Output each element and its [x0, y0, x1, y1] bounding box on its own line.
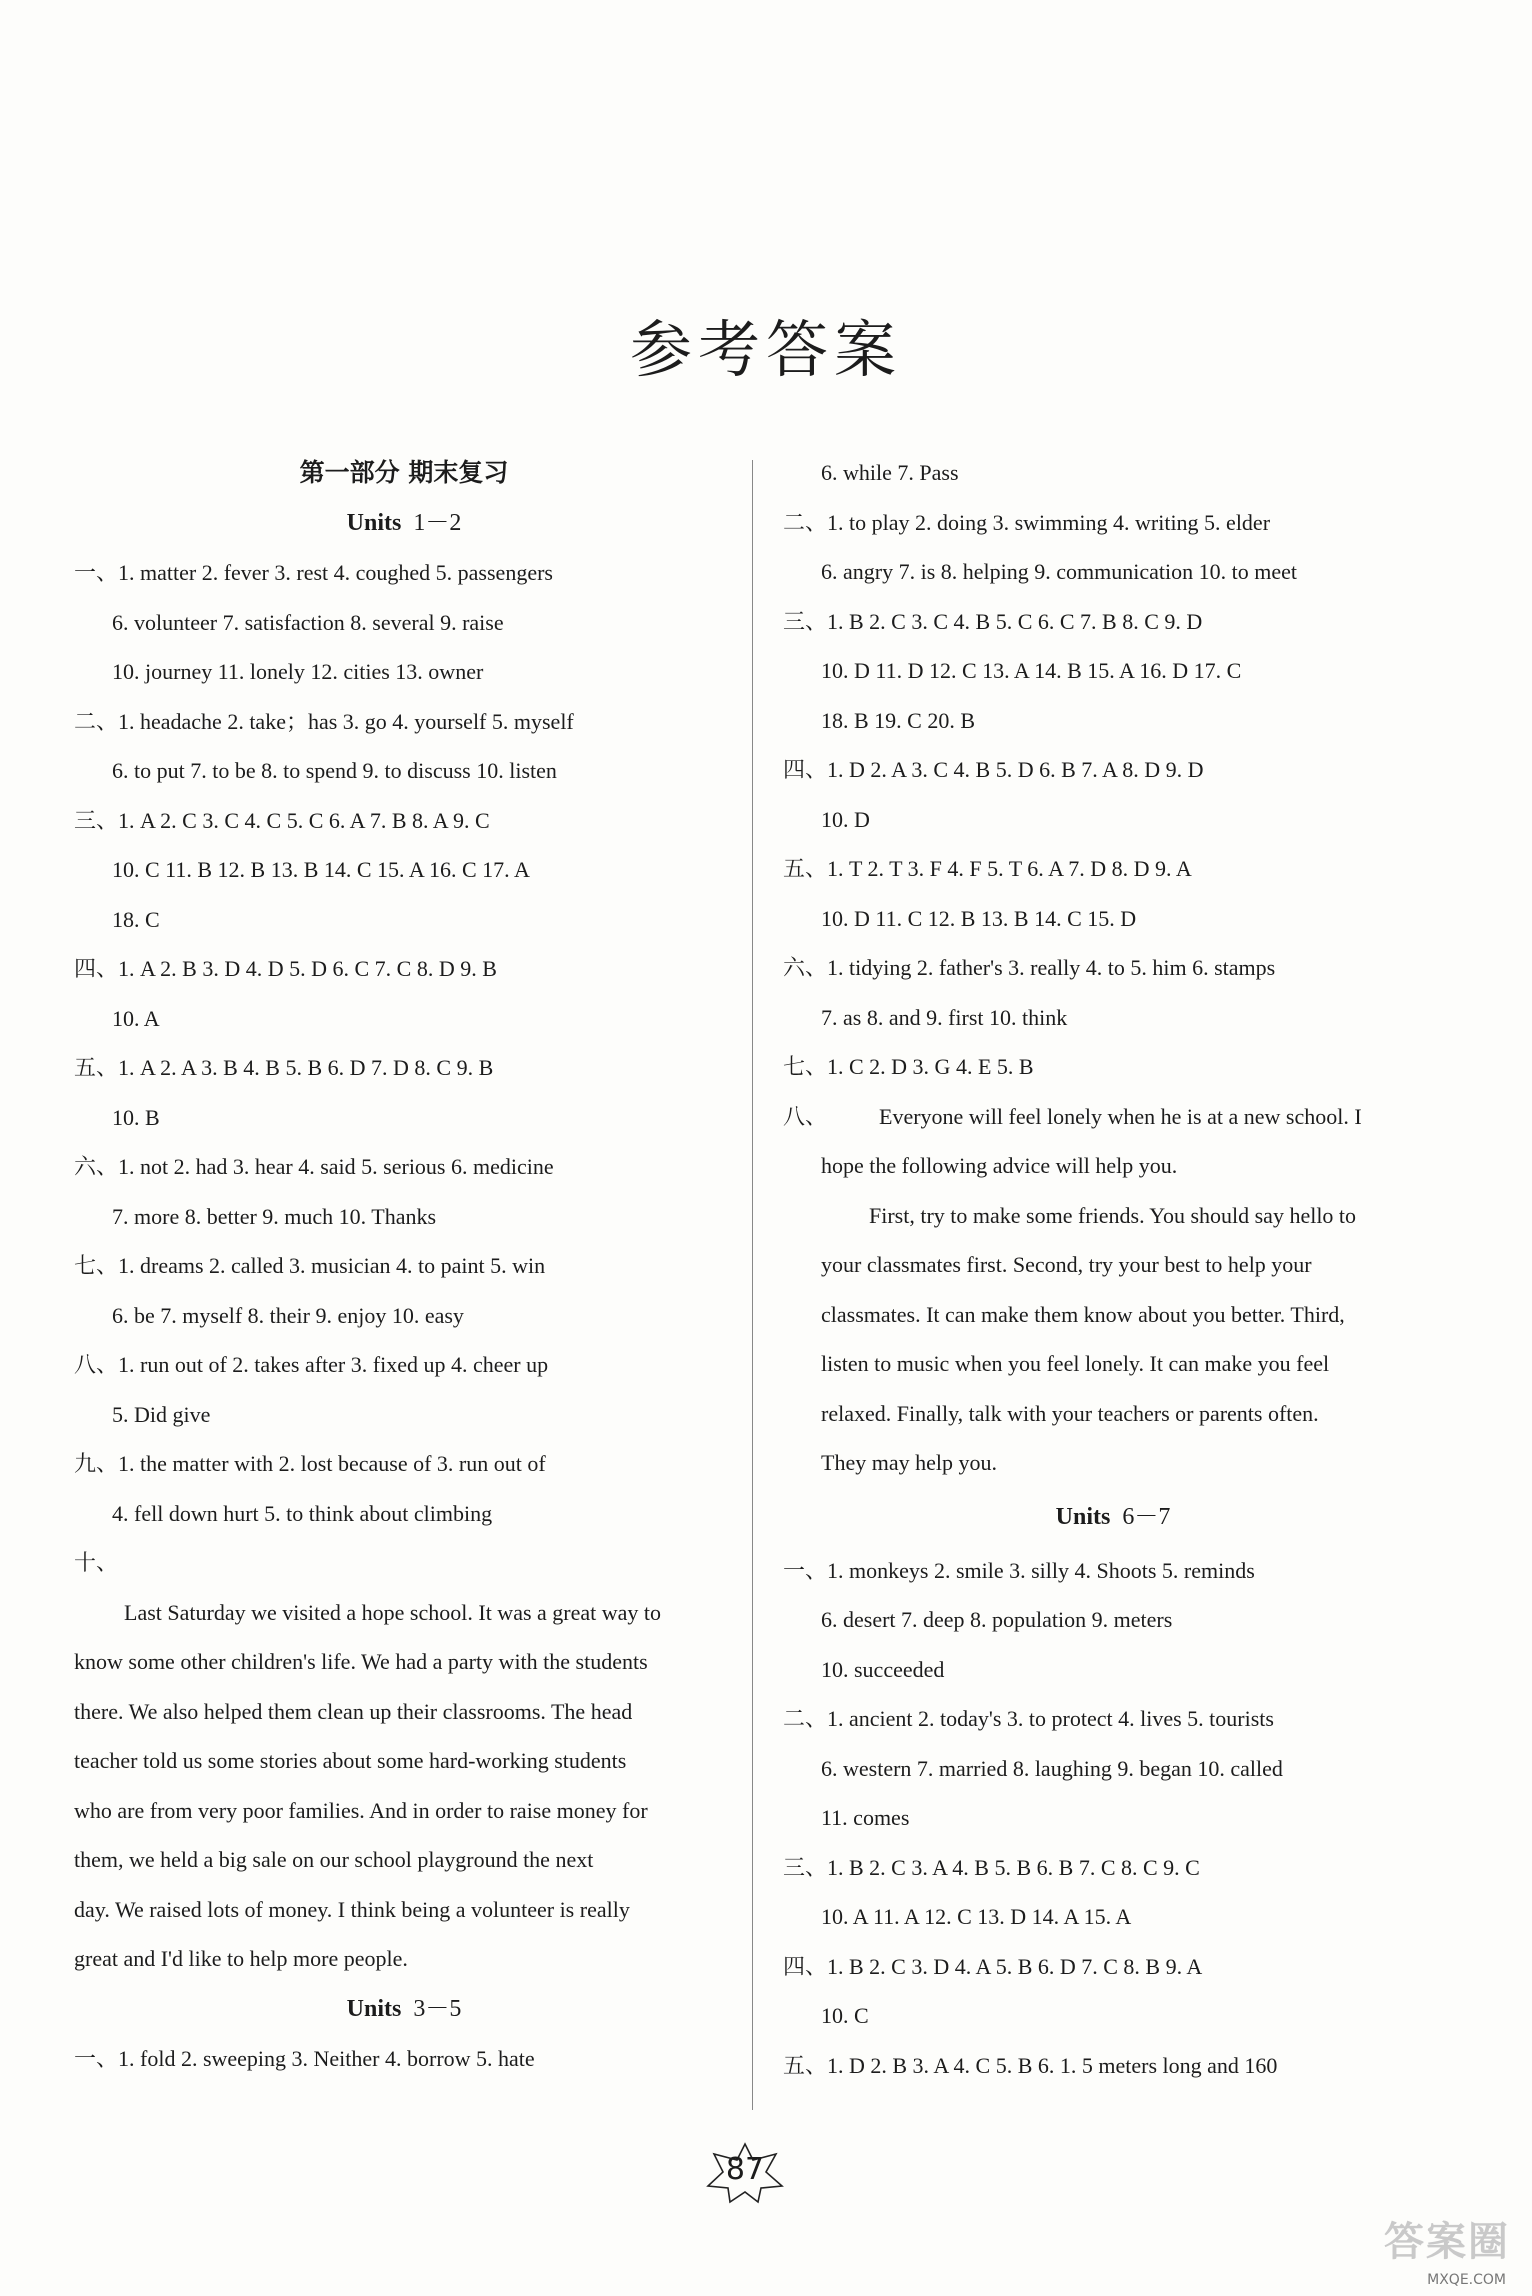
- unit-label: Units: [1055, 1503, 1111, 1530]
- section-title: 第一部分 期末复习: [299, 458, 509, 487]
- answer-line: 三、1. B 2. C 3. A 4. B 5. B 6. B 7. C 8. C 9. C: [783, 1854, 1200, 1880]
- answer-line: 10. journey 11. lonely 12. cities 13. owner: [112, 659, 484, 684]
- answer-line: 二、1. ancient 2. today's 3. to protect 4. lives 5. tourists: [783, 1706, 1274, 1731]
- watermark-logo: 答案圈: [1384, 2219, 1510, 2265]
- answer-line: 五、1. T 2. T 3. F 4. F 5. T 6. A 7. D 8. D 9. A: [783, 856, 1192, 881]
- watermark: [1310, 2210, 1510, 2288]
- essay-line: relaxed. Finally, talk with your teachers or parents often.: [821, 1400, 1319, 1426]
- answer-line: 10. D 11. C 12. B 13. B 14. C 15. D: [821, 905, 1137, 931]
- answer-line: 6. volunteer 7. satisfaction 8. several 9. raise: [112, 609, 504, 635]
- answer-line: 6. while 7. Pass: [821, 460, 959, 485]
- answer-line: 10. C: [821, 2003, 869, 2028]
- essay-line: [783, 1092, 1443, 1142]
- answer-line: 5. Did give: [112, 1401, 211, 1427]
- answer-line: 六、1. not 2. had 3. hear 4. said 5. serious 6. medicine: [74, 1154, 554, 1179]
- essay-line: First, try to make some friends. You should say hello to: [869, 1202, 1357, 1228]
- answer-line: 四、1. B 2. C 3. D 4. A 5. B 6. D 7. C 8. B 9. A: [783, 1953, 1203, 1979]
- answer-line: 四、1. D 2. A 3. C 4. B 5. D 6. B 7. A 8. D 9. D: [783, 757, 1204, 782]
- right-column: [783, 448, 1443, 2090]
- unit-label: Units: [346, 1995, 402, 2022]
- answer-line: 18. C: [112, 906, 160, 932]
- essay-line: hope the following advice will help you.: [821, 1153, 1178, 1178]
- page-title: 参考答案: [629, 313, 902, 386]
- answer-line: 五、1. A 2. A 3. B 4. B 5. B 6. D 7. D 8. C 9. B: [74, 1055, 494, 1080]
- essay-line: who are from very poor families. And in order to raise money for: [74, 1797, 648, 1823]
- answer-line: 二、1. to play 2. doing 3. swimming 4. writing 5. elder: [783, 509, 1271, 535]
- answer-line: 10. succeeded: [821, 1656, 945, 1682]
- unit-heading-1-2: [74, 498, 734, 548]
- unit-range: 6－7: [1122, 1503, 1171, 1530]
- answer-line: 4. fell down hurt 5. to think about climbing: [112, 1500, 493, 1526]
- answer-line: 10. B: [112, 1104, 160, 1130]
- answer-line: 七、1. C 2. D 3. G 4. E 5. B: [783, 1054, 1034, 1079]
- answer-line: 一、1. matter 2. fever 3. rest 4. coughed 5. passengers: [74, 560, 553, 585]
- essay-line: great and I'd like to help more people.: [74, 1946, 408, 1971]
- left-column: [74, 448, 734, 2083]
- essay-line: them, we held a big sale on our school playground the next: [74, 1847, 594, 1872]
- essay-line: teacher told us some stories about some hard-working students: [74, 1748, 627, 1773]
- answer-line: 四、1. A 2. B 3. D 4. D 5. D 6. C 7. C 8. D 9. B: [74, 956, 497, 981]
- answer-line: 一、1. fold 2. sweeping 3. Neither 4. borrow 5. hate: [74, 2045, 535, 2071]
- essay-text: Everyone will feel lonely when he is at a new school. I: [879, 1103, 1362, 1129]
- essay-line: Last Saturday we visited a hope school. It was a great way to: [124, 1599, 662, 1625]
- essay-paragraph: [74, 1588, 734, 1984]
- essay-line: They may help you.: [821, 1450, 997, 1475]
- answer-line: 6. desert 7. deep 8. population 9. meters: [821, 1607, 1173, 1632]
- essay-line: know some other children's life. We had a party with the students: [74, 1649, 648, 1674]
- answer-line: 10. D 11. D 12. C 13. A 14. B 15. A 16. D 17. C: [821, 658, 1242, 683]
- answer-line: 11. comes: [821, 1805, 910, 1830]
- answer-line: 六、1. tidying 2. father's 3. really 4. to 5. him 6. stamps: [783, 955, 1276, 980]
- answer-line: 6. angry 7. is 8. helping 9. communication 10. to meet: [821, 559, 1297, 584]
- column-divider: [752, 460, 753, 2110]
- answer-line: 五、1. D 2. B 3. A 4. C 5. B 6. 1. 5 meters long and 160: [783, 2052, 1278, 2078]
- answer-line: 三、1. A 2. C 3. C 4. C 5. C 6. A 7. B 8. A 9. C: [74, 807, 490, 833]
- essay-paragraph: [783, 1092, 1443, 1488]
- essay-line: day. We raised lots of money. I think being a volunteer is really: [74, 1896, 630, 1922]
- watermark-url: MXQE.COM: [1427, 2272, 1506, 2288]
- answer-line: 一、1. monkeys 2. smile 3. silly 4. Shoots 5. reminds: [783, 1557, 1255, 1583]
- answer-line: 6. western 7. married 8. laughing 9. began 10. called: [821, 1755, 1283, 1781]
- answer-line: 二、1. headache 2. take；has 3. go 4. yourself 5. myself: [74, 708, 574, 734]
- answer-line: 10. A: [112, 1005, 160, 1031]
- answer-line: 10. D: [821, 806, 870, 832]
- answer-line: 十、: [74, 1550, 119, 1575]
- answer-line: 10. C 11. B 12. B 13. B 14. C 15. A 16. C 17. A: [112, 857, 530, 882]
- unit-heading-6-7: [783, 1488, 1443, 1546]
- page-number-text: 87: [725, 2152, 765, 2187]
- answer-line: 6. be 7. myself 8. their 9. enjoy 10. easy: [112, 1302, 464, 1328]
- essay-line: listen to music when you feel lonely. It can make you feel: [821, 1351, 1330, 1376]
- unit-label: Units: [346, 510, 402, 536]
- answer-line: 九、1. the matter with 2. lost because of 3. run out of: [74, 1451, 546, 1476]
- page-number: [706, 2142, 784, 2204]
- essay-line: your classmates first. Second, try your best to help your: [821, 1252, 1312, 1277]
- answer-line: 10. A 11. A 12. C 13. D 14. A 15. A: [821, 1904, 1132, 1929]
- answer-line: 7. more 8. better 9. much 10. Thanks: [112, 1203, 437, 1229]
- section-label: 八、: [783, 1103, 828, 1129]
- unit-range: 3－5: [413, 1995, 462, 2022]
- answer-line: 18. B 19. C 20. B: [821, 707, 976, 733]
- essay-line: there. We also helped them clean up their classrooms. The head: [74, 1698, 633, 1724]
- unit-range: 1－2: [413, 510, 462, 536]
- answer-line: 7. as 8. and 9. first 10. think: [821, 1004, 1068, 1030]
- essay-line: classmates. It can make them know about you better. Third,: [821, 1301, 1345, 1327]
- answer-line: 八、1. run out of 2. takes after 3. fixed up 4. cheer up: [74, 1352, 549, 1377]
- answer-line: 七、1. dreams 2. called 3. musician 4. to paint 5. win: [74, 1253, 546, 1278]
- unit-heading-3-5: [74, 1984, 734, 2034]
- answer-line: 6. to put 7. to be 8. to spend 9. to discuss 10. listen: [112, 758, 557, 783]
- answer-line: 三、1. B 2. C 3. C 4. B 5. C 6. C 7. B 8. C 9. D: [783, 608, 1203, 634]
